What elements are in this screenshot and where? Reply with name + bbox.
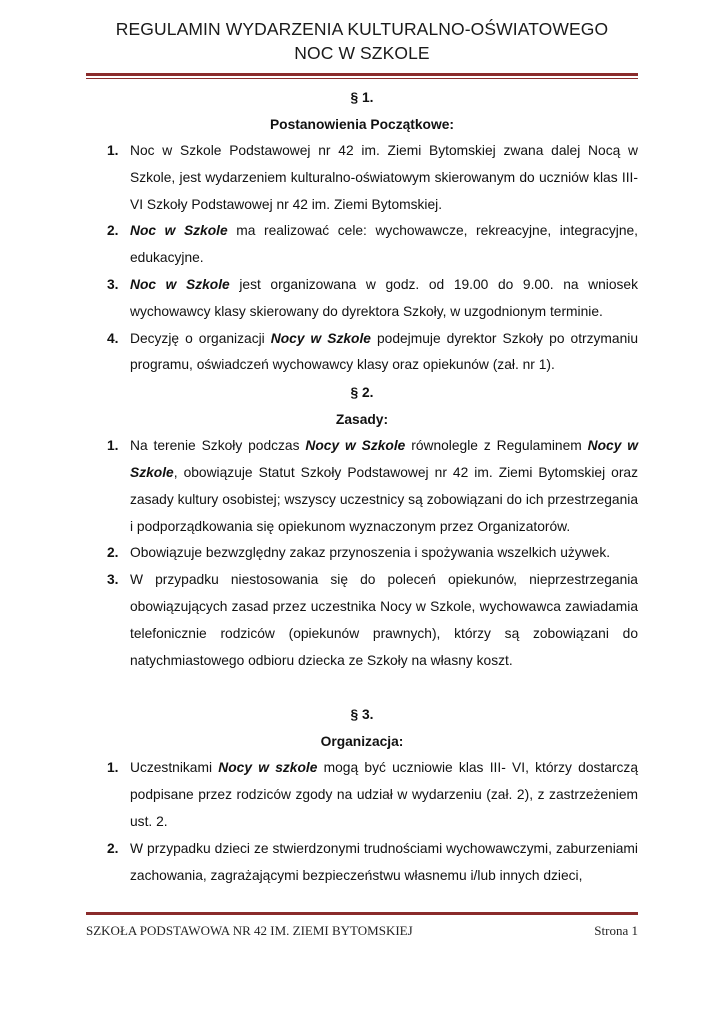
item-text: Decyzję o organizacji bbox=[130, 330, 271, 346]
item-emphasis: Nocy w Szkole bbox=[305, 438, 406, 454]
item-number: 1. bbox=[107, 760, 119, 776]
item-text: Obowiązuje bezwzględny zakaz przynoszenia i spożywania wszelkich używek. bbox=[130, 545, 611, 561]
item-text: ma realizować cele: wychowawcze, rekreacyjne, integracyjne, edukacyjne. bbox=[130, 223, 639, 266]
item-number: 2. bbox=[107, 840, 119, 856]
section-3-heading: Organizacja: bbox=[320, 734, 404, 750]
document-header bbox=[0, 17, 724, 65]
item-number: 3. bbox=[107, 572, 119, 588]
item-number: 1. bbox=[107, 143, 119, 158]
item-text: Uczestnikami bbox=[130, 760, 219, 776]
item-emphasis: Nocy w szkole bbox=[218, 760, 318, 776]
item-number: 2. bbox=[107, 223, 119, 239]
item-emphasis: Noc w Szkole bbox=[130, 276, 230, 292]
list-item bbox=[0, 272, 724, 326]
item-text: W przypadku dzieci ze stwierdzonymi trudnościami wychowawczymi, zaburzeniami zachowania, zagrażającymi bezpieczeństwu własnemu i/lub innych dzieci, bbox=[130, 840, 638, 883]
item-text: równolegle z Regulaminem bbox=[405, 438, 588, 454]
list-item bbox=[0, 138, 724, 218]
section-2-heading: Zasady: bbox=[335, 412, 389, 428]
item-emphasis: Noc w Szkole bbox=[130, 223, 228, 239]
list-item bbox=[0, 567, 724, 674]
item-text: jest organizowana w godz. od 19.00 do 9.00. na wniosek wychowawcy klasy skierowany do dyrektora Szkoły, w uzgodnionym terminie. bbox=[130, 276, 639, 319]
item-number: 2. bbox=[107, 545, 119, 561]
item-text: W przypadku niestosowania się do poleceń opiekunów, nieprzestrzegania obowiązujących zasad przez uczestnika Nocy w Szkole, wychowawca zawiadamia telefonicznie rodziców (opiekunów prawnych), którzy są zobowiązani do natychmiastowego odbioru dziecka ze Szkoły na własny koszt. bbox=[130, 572, 638, 668]
item-text: podejmuje dyrektor Szkoły po otrzymaniu programu, oświadczeń wychowawcy klasy oraz opiekunów (zał. nr 1). bbox=[130, 330, 638, 373]
item-text: Na terenie Szkoły podczas bbox=[130, 438, 306, 454]
section-spacer bbox=[0, 674, 724, 701]
list-item bbox=[0, 433, 724, 540]
item-number: 4. bbox=[107, 330, 119, 346]
item-text: Noc w Szkole Podstawowej nr 42 im. Ziemi Bytomskiej zwana dalej Nocą w Szkole, jest wydarzeniem kulturalno-oświatowym skierowanym do uczniów klas III-VI Szkoły Podstawowej nr 42 im. Ziemi Bytomskiej. bbox=[130, 143, 638, 212]
list-item bbox=[0, 326, 724, 380]
item-emphasis: Nocy w Szkole bbox=[270, 330, 371, 346]
section-2-mark: § 2. bbox=[350, 385, 374, 401]
list-item bbox=[0, 218, 724, 272]
document-title-line-1: REGULAMIN WYDARZENIA KULTURALNO-OŚWIATOWEGO bbox=[115, 19, 609, 39]
item-text: , obowiązuje Statut Szkoły Podstawowej nr 42 im. Ziemi Bytomskiej oraz zasady kultury osobistej; wszyscy uczestnicy są zobowiązani do ich przestrzegania i podporządkowania się opiekunom wyznaczonym przez Organizatorów. bbox=[130, 464, 638, 534]
list-item bbox=[0, 755, 724, 835]
list-item bbox=[0, 836, 724, 890]
header-rule-thin bbox=[86, 78, 638, 79]
document-body bbox=[0, 84, 724, 889]
footer-school-name: SZKOŁA PODSTAWOWA NR 42 IM. ZIEMI BYTOMSKIEJ bbox=[86, 923, 413, 938]
list-item bbox=[0, 540, 724, 567]
document-title-line-2: NOC W SZKOLE bbox=[294, 43, 430, 63]
section-1-heading: Postanowienia Początkowe: bbox=[269, 117, 454, 132]
section-1-mark: § 1. bbox=[350, 90, 374, 105]
header-rule-thick bbox=[86, 73, 638, 76]
item-text: mogą być uczniowie klas III- VI, którzy dostarczą podpisane przez rodziców zgody na udział w wydarzeniu (zał. 2), z zastrzeżeniem ust. 2. bbox=[130, 760, 638, 829]
page-footer bbox=[86, 912, 638, 939]
footer-page-number: Strona 1 bbox=[594, 923, 638, 938]
item-number: 1. bbox=[107, 438, 119, 454]
section-3-mark: § 3. bbox=[350, 707, 374, 723]
item-number: 3. bbox=[107, 276, 119, 292]
item-emphasis: Nocy w Szkole bbox=[130, 438, 638, 480]
